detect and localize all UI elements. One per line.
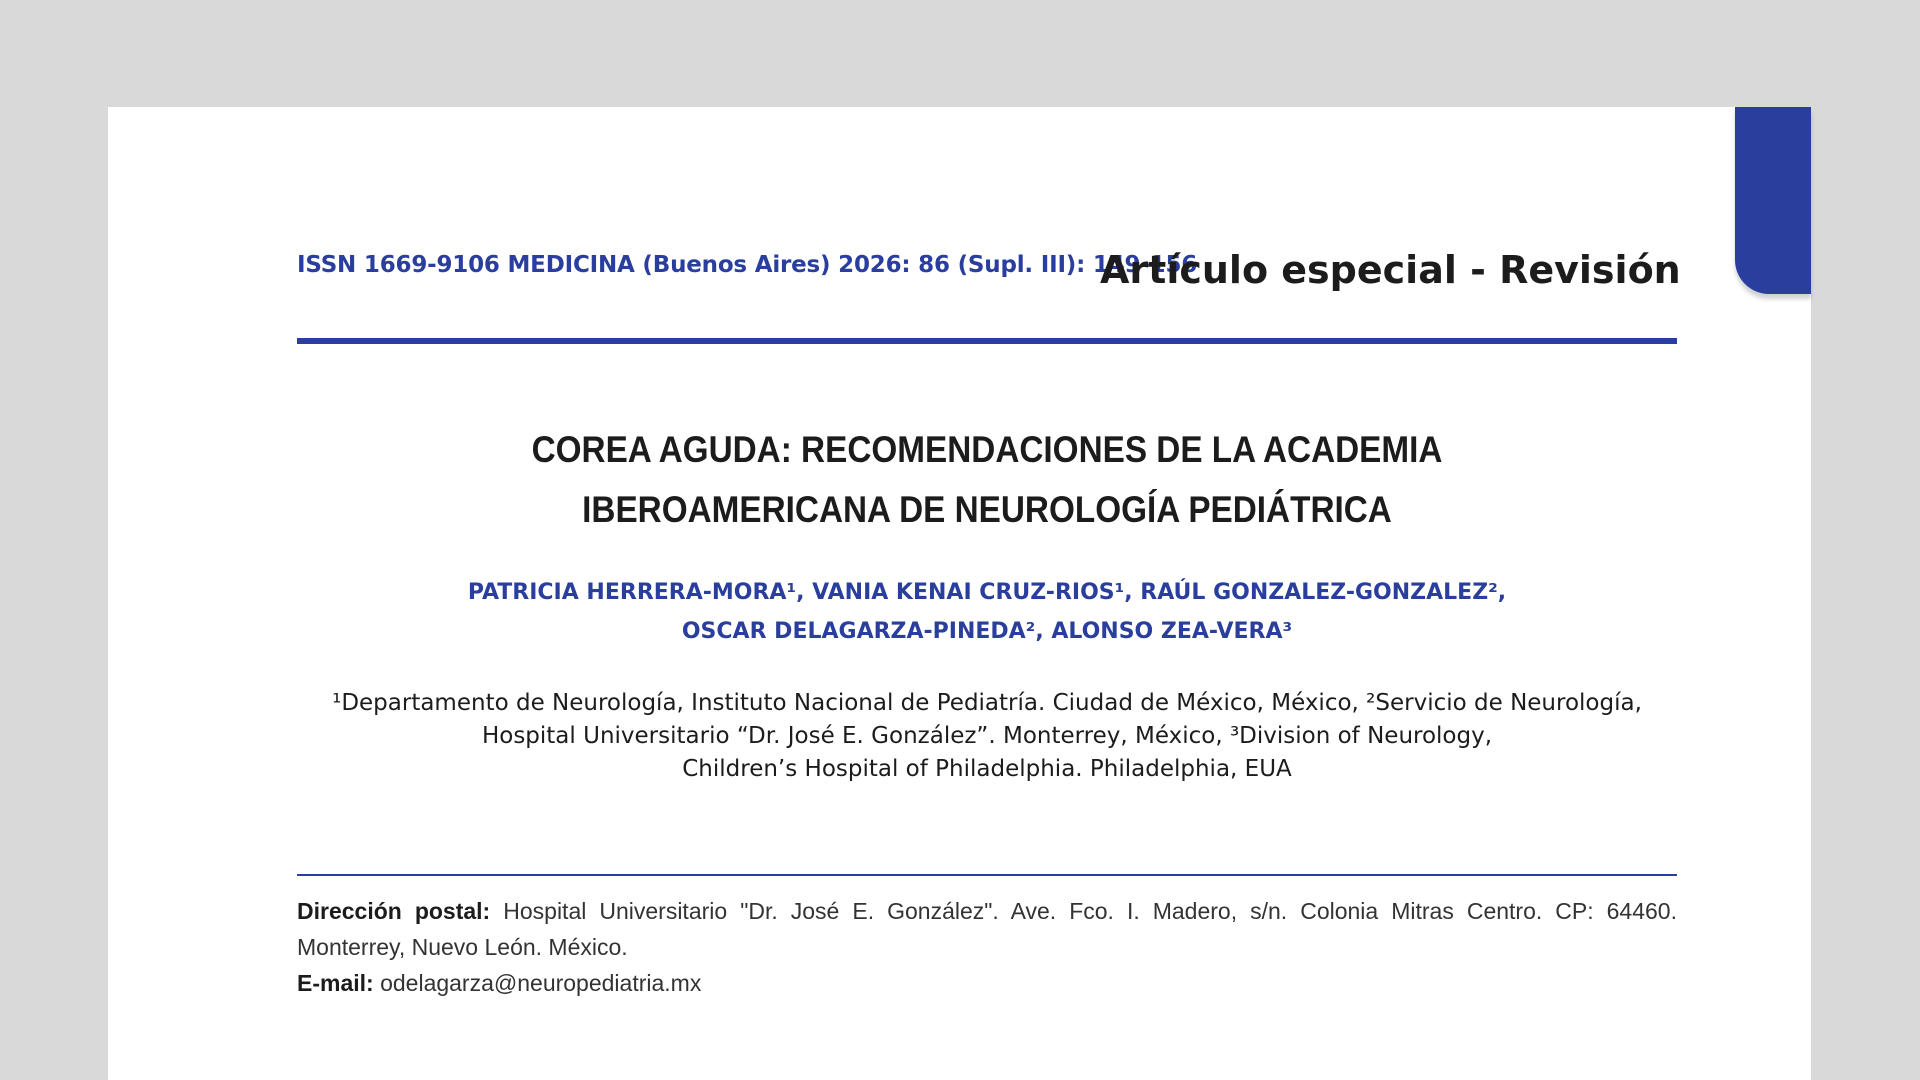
contact-divider (297, 874, 1677, 876)
section-label: Artículo especial - Revisión (1100, 248, 1681, 292)
title-line: IBEROAMERICANA DE NEUROLOGÍA PEDIÁTRICA (582, 489, 1392, 530)
header-divider (297, 338, 1677, 344)
postal-address (297, 893, 1677, 965)
contact-block (297, 893, 1677, 1001)
email-label: E-mail: (297, 970, 374, 996)
affiliations (297, 687, 1677, 786)
author-line: OSCAR DELAGARZA-PINEDA², ALONSO ZEA-VERA³ (681, 619, 1293, 644)
postal-value: Hospital Universitario "Dr. José E. González". Ave. Fco. I. Madero, s/n. Colonia Mitras Centro. CP: 64460. Monterrey, Nuevo León. México. (297, 898, 1677, 960)
article-title (366, 420, 1608, 540)
journal-reference: ISSN 1669-9106 MEDICINA (Buenos Aires) 2026: 86 (Supl. III): 149-156 (297, 252, 1198, 278)
affiliation-line: ¹Departamento de Neurología, Instituto Nacional de Pediatría. Ciudad de México, México, ²Servicio de Neurología, (332, 690, 1642, 716)
email-value[interactable]: odelagarza@neuropediatria.mx (380, 970, 702, 996)
affiliation-line: Children’s Hospital of Philadelphia. Philadelphia, EUA (682, 756, 1292, 782)
author-line: PATRICIA HERRERA-MORA¹, VANIA KENAI CRUZ-RIOS¹, RAÚL GONZALEZ-GONZALEZ², (467, 580, 1507, 605)
title-line: COREA AGUDA: RECOMENDACIONES DE LA ACADEMIA (531, 429, 1443, 470)
postal-label: Dirección postal: (297, 898, 491, 924)
author-list (297, 573, 1677, 651)
corner-tab (1735, 107, 1811, 294)
email-line (297, 965, 1677, 1001)
affiliation-line: Hospital Universitario “Dr. José E. González”. Monterrey, México, ³Division of Neurology, (481, 723, 1493, 749)
